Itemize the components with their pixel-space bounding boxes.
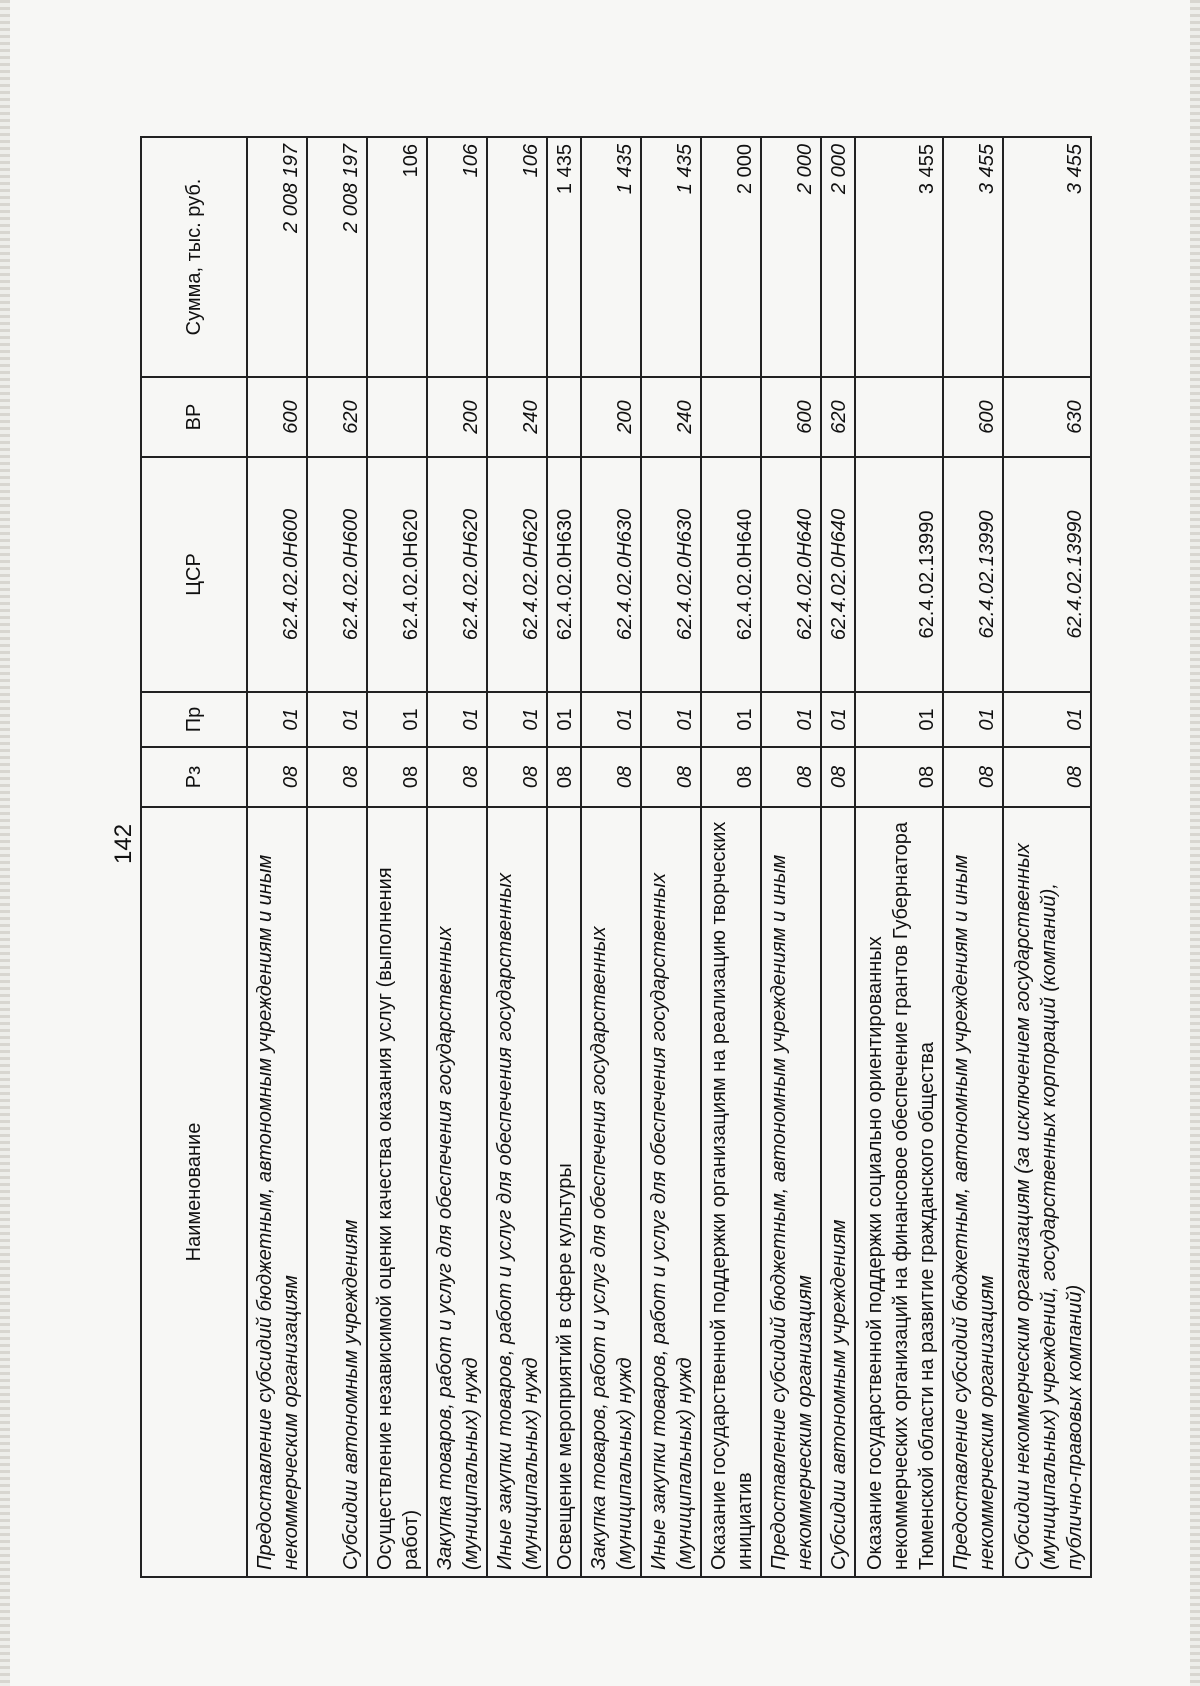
cell-vr (367, 377, 427, 457)
table-row (487, 137, 547, 1577)
cell-rz: 08 (427, 747, 487, 807)
budget-table-container (140, 138, 1086, 1578)
table-row (855, 137, 943, 1577)
cell-rz: 08 (487, 747, 547, 807)
cell-sum: 2 008 197 (247, 137, 307, 377)
cell-pr: 01 (247, 692, 307, 747)
cell-sum: 2 008 197 (307, 137, 367, 377)
cell-pr: 01 (855, 692, 943, 747)
cell-pr: 01 (761, 692, 821, 747)
cell-vr (701, 377, 761, 457)
table-row (247, 137, 307, 1577)
cell-rz: 08 (547, 747, 581, 807)
cell-vr: 240 (487, 377, 547, 457)
cell-pr: 01 (581, 692, 641, 747)
cell-sum: 106 (427, 137, 487, 377)
cell-name: Осуществление независимой оценки качества оказания услуг (выполнения работ) (367, 807, 427, 1577)
cell-pr: 01 (487, 692, 547, 747)
cell-name: Субсидии автономным учреждениям (307, 807, 367, 1577)
cell-pr: 01 (427, 692, 487, 747)
cell-sum: 106 (487, 137, 547, 377)
header-rz: Рз (141, 747, 247, 807)
table-row (821, 137, 855, 1577)
table-body (247, 137, 1091, 1577)
cell-vr (547, 377, 581, 457)
cell-vr: 200 (581, 377, 641, 457)
cell-vr: 620 (307, 377, 367, 457)
cell-csr: 62.4.02.0Н600 (247, 457, 307, 692)
cell-csr: 62.4.02.0Н600 (307, 457, 367, 692)
cell-sum: 106 (367, 137, 427, 377)
header-csr: ЦСР (141, 457, 247, 692)
scan-edge-right (1190, 0, 1200, 1686)
cell-csr: 62.4.02.0Н630 (547, 457, 581, 692)
table-row (701, 137, 761, 1577)
budget-table (140, 136, 1092, 1578)
cell-csr: 62.4.02.0Н640 (761, 457, 821, 692)
cell-rz: 08 (701, 747, 761, 807)
cell-name: Освещение мероприятий в сфере культуры (547, 807, 581, 1577)
cell-sum: 2 000 (821, 137, 855, 377)
cell-name: Иные закупки товаров, работ и услуг для обеспечения государственных (муниципальных) нужд (641, 807, 701, 1577)
page-number: 142 (110, 823, 137, 864)
cell-rz: 08 (247, 747, 307, 807)
cell-vr: 240 (641, 377, 701, 457)
cell-name: Иные закупки товаров, работ и услуг для обеспечения государственных (муниципальных) нужд (487, 807, 547, 1577)
cell-vr (855, 377, 943, 457)
cell-sum: 1 435 (547, 137, 581, 377)
cell-rz: 08 (367, 747, 427, 807)
cell-rz: 08 (641, 747, 701, 807)
table-row (1003, 137, 1091, 1577)
cell-name: Предоставление субсидий бюджетным, автономным учреждениям и иным некоммерческим организациям (247, 807, 307, 1577)
header-vr: ВР (141, 377, 247, 457)
cell-csr: 62.4.02.0Н630 (641, 457, 701, 692)
header-pr: Пр (141, 692, 247, 747)
cell-pr: 01 (821, 692, 855, 747)
header-sum: Сумма, тыс. руб. (141, 137, 247, 377)
cell-name: Предоставление субсидий бюджетным, автономным учреждениям и иным некоммерческим организациям (943, 807, 1003, 1577)
cell-vr: 630 (1003, 377, 1091, 457)
table-row (427, 137, 487, 1577)
cell-csr: 62.4.02.13990 (1003, 457, 1091, 692)
cell-sum: 3 455 (943, 137, 1003, 377)
cell-pr: 01 (943, 692, 1003, 747)
cell-rz: 08 (761, 747, 821, 807)
cell-pr: 01 (1003, 692, 1091, 747)
table-row (307, 137, 367, 1577)
cell-name: Оказание государственной поддержки социально ориентированных некоммерческих организаций на финансовое обеспечение грантов Губернатора Тюменской области на развитие гражданского общества (855, 807, 943, 1577)
cell-vr: 600 (943, 377, 1003, 457)
table-row (581, 137, 641, 1577)
cell-pr: 01 (367, 692, 427, 747)
cell-rz: 08 (1003, 747, 1091, 807)
cell-pr: 01 (307, 692, 367, 747)
cell-sum: 3 455 (855, 137, 943, 377)
cell-pr: 01 (547, 692, 581, 747)
table-header-row (141, 137, 247, 1577)
cell-sum: 2 000 (701, 137, 761, 377)
cell-name: Субсидии некоммерческим организациям (за исключением государственных (муниципальных) учреждений, государственных корпораций (компаний), публично-правовых компаний) (1003, 807, 1091, 1577)
cell-csr: 62.4.02.13990 (855, 457, 943, 692)
scan-edge-left (0, 0, 10, 1686)
cell-rz: 08 (821, 747, 855, 807)
cell-pr: 01 (701, 692, 761, 747)
table-row (367, 137, 427, 1577)
cell-vr: 600 (247, 377, 307, 457)
header-name: Наименование (141, 807, 247, 1577)
cell-csr: 62.4.02.0Н620 (367, 457, 427, 692)
cell-sum: 2 000 (761, 137, 821, 377)
cell-csr: 62.4.02.0Н630 (581, 457, 641, 692)
cell-csr: 62.4.02.0Н640 (821, 457, 855, 692)
table-row (761, 137, 821, 1577)
cell-name: Закупка товаров, работ и услуг для обеспечения государственных (муниципальных) нужд (581, 807, 641, 1577)
cell-sum: 1 435 (581, 137, 641, 377)
cell-rz: 08 (307, 747, 367, 807)
cell-vr: 620 (821, 377, 855, 457)
cell-pr: 01 (641, 692, 701, 747)
cell-sum: 1 435 (641, 137, 701, 377)
cell-name: Оказание государственной поддержки организациям на реализацию творческих инициатив (701, 807, 761, 1577)
cell-csr: 62.4.02.0Н620 (487, 457, 547, 692)
cell-csr: 62.4.02.0Н640 (701, 457, 761, 692)
cell-vr: 600 (761, 377, 821, 457)
cell-rz: 08 (855, 747, 943, 807)
cell-csr: 62.4.02.0Н620 (427, 457, 487, 692)
cell-rz: 08 (943, 747, 1003, 807)
cell-rz: 08 (581, 747, 641, 807)
cell-name: Закупка товаров, работ и услуг для обеспечения государственных (муниципальных) нужд (427, 807, 487, 1577)
table-row (547, 137, 581, 1577)
table-row (943, 137, 1003, 1577)
table-row (641, 137, 701, 1577)
cell-name: Субсидии автономным учреждениям (821, 807, 855, 1577)
cell-vr: 200 (427, 377, 487, 457)
cell-name: Предоставление субсидий бюджетным, автономным учреждениям и иным некоммерческим организациям (761, 807, 821, 1577)
cell-sum: 3 455 (1003, 137, 1091, 377)
cell-csr: 62.4.02.13990 (943, 457, 1003, 692)
